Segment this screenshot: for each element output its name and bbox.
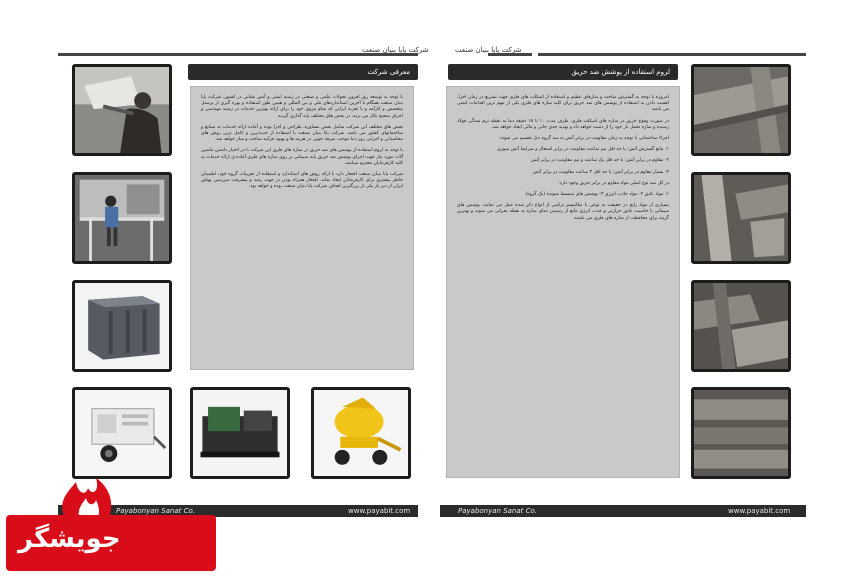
- section-title-fireproofing: لزوم استفاده از پوشش ضد حریق: [448, 64, 678, 80]
- watermark-text: جویشگر: [18, 524, 121, 554]
- footer-brand-left: Payabonyan Sanat Co.: [116, 507, 196, 515]
- photo-sprayed-beam-2: [691, 172, 791, 264]
- left-paragraph-1: با توجه به توسعه روز افزون تحولات علمی و صنعتی در زمینه ایمنی و آتش نشانی در کشور، شرکت پایا بنیان صنعت همگام با آخرین استانداردهای ملی و بین المللی و همین طور استفاده و بهره گیری از پرسنل متخصص و کارآمد و با تجربه ایرانی که تمام نیروی خود را برای ارائه بهترین خدمات در زمینه مهندسی و اجرای صحیح بکار می برند، در بخش های مختلف پایه گذاری گردید.: [201, 95, 403, 119]
- photo-worker-on-scaffold: [72, 172, 172, 264]
- right-paragraph-3: اجزاء ساختمانی با توجه به زمان مقاومت در برابر آتش به سه گروه ذیل تقسیم می شوند:: [499, 136, 669, 142]
- right-paragraph-4: در کل سه نوع اصلی مواد مقاوم در برابر حریق وجود دارد:: [558, 180, 669, 186]
- photo-sprayed-column: [691, 387, 791, 479]
- left-paragraph-2: بخش های مختلف این شرکت شامل بخش مشاوره، طراحی و اجرا بوده و آماده ارائه خدمات به صنایع و ساختمانهای کشور می باشد. شرکت پایا بنیان صنعت با استفاده از جدیدترین و کامل ترین روش های محاسباتی و اجرایی روز دنیا موجب صرفه جویی در هزینه ها و بهبود فرآیند ساخت و ساز خواهد شد.: [201, 124, 403, 143]
- footer-brand-right: Payabonyan Sanat Co.: [458, 507, 538, 515]
- photo-diesel-generator: [190, 387, 290, 479]
- flame-icon: [56, 462, 126, 522]
- right-paragraph-1: امروزه با توجه به گسترش ساخت و سازهای عظیم و استفاده از اسکلت های فلزی جهت تسریع در زمان اجرا، اهمیت دادن به استفاده از پوشش های ضد حریق برای کلیه سازه های فلزی یکی از مهم ترین اقدامات ایمنی می باشد.: [457, 95, 669, 113]
- right-paragraph-5: بسیاری از مواد رایج در حقیقت به نوعی با مکانیسم ترکیبی از انواع ذکر شده عمل می نمایند. پوشش های سیمانی با خاصیت عایق حرارتی و جذب انرژی مانع از رسیدن دمای سازه به نقطه بحرانی می شوند و بهترین گزینه برای محافظت از سازه های فلزی می باشند.: [457, 203, 669, 221]
- photo-sprayed-beam-3: [691, 280, 791, 372]
- right-list-item-3: ۳- بسیار مقاوم در برابر آتش: با حد اقل ۳ ساعت مقاومت در برابر آتش: [532, 169, 669, 175]
- photo-cement-mixer: [311, 387, 411, 479]
- header-company-right: شرکت پایا بنیان صنعت: [455, 46, 522, 54]
- right-paragraph-2: در صورت وقوع حریق در سازه های اسکلت فلزی، ظرف مدت ۱۰ تا ۱۵ دقیقه دما به نقطه نرم شدگی فولاد رسیده و سازه تحمل بار خود را از دست خواهد داد و تهدید جدی جانی و مالی ایجاد خواهد شد.: [457, 118, 669, 130]
- footer-url-left[interactable]: www.payabit.com: [348, 507, 411, 515]
- photo-compressor: [72, 280, 172, 372]
- right-list-item-1: ۱- مانع گسترش آتش: با حد اقل نیم ساعت مقاومت در برابر اشتعال و شرایط آتش سوزی: [497, 147, 669, 153]
- right-text-panel: [446, 86, 680, 478]
- right-list-item-2: ۲- مقاوم در برابر آتش: با حد اقل یک ساعت و نیم مقاومت در برابر آتش: [530, 158, 669, 164]
- header-rule-right: [538, 53, 806, 56]
- right-material-list: ۱- مواد عایق ۲- مواد جاذب انرژی ۳- پوشش های منبسط شونده (یک گروه): [525, 192, 669, 198]
- photo-worker-spraying: [72, 64, 172, 156]
- header-company-left: شرکت پایا بنیان صنعت: [362, 46, 429, 54]
- footer-url-right[interactable]: www.payabit.com: [728, 507, 791, 515]
- left-paragraph-3: با توجه به لزوم استفاده از پوشش های ضد حریق در سازه های فلزی این شرکت با در اختیار داشتن ماشین آلات مورد نیاز جهت اجرای پوشش ضد حریق پایه سیمانی بر روی سازه های فلزی آماده ی ارائه خدمات به کلیه کارفرمایان محترم میباشد.: [201, 148, 403, 166]
- photo-sprayed-beam-1: [691, 64, 791, 156]
- left-paragraph-4: شرکت پایا بنیان صنعت افتخار دارد با ارائه روش های استاندارد و استفاده از تجربیات گروه خود، اطمینان خاطر بیشتری برای کارفرمایان ایجاد نماید. افتخار همراه بودن در جهت رشد و پیشرفت سرزمین پهناور ایران از دیر باز یکی از بزرگترین اهداف شرکت پایا بنیان صنعت بوده و خواهد بود.: [201, 172, 403, 190]
- section-title-company-intro: معرفی شرکت: [188, 64, 418, 80]
- left-text-panel: [190, 86, 414, 370]
